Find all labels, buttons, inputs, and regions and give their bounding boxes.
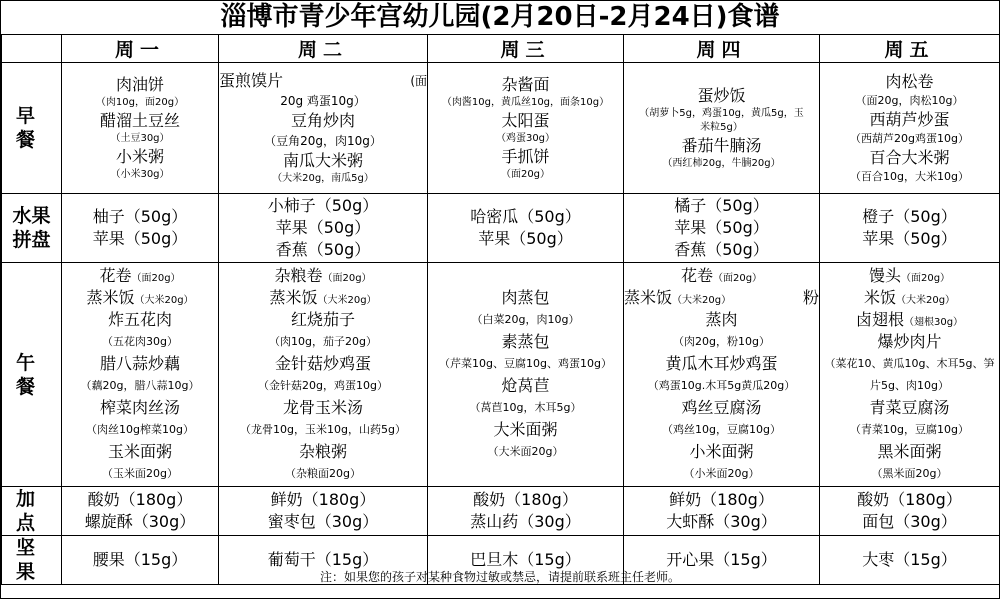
breakfast-cell [820,63,1000,194]
dish-name-text: 米饭 [863,287,896,307]
dish-ingredients: （西葫芦20g鸡蛋10g） [850,132,969,145]
dish-ingredients: （五花肉30g） [102,334,178,348]
dish-name: 肉油饼 [115,75,164,94]
day-header-row [2,35,1000,63]
dish-name: 小米粥 [115,147,164,166]
dish-ingredients: （玉米面20g） [102,466,178,480]
dish-name-group [624,287,731,309]
dish-ingredients: 米粒5g） [700,122,743,133]
dish-name: 手抓饼 [501,147,550,166]
lunch-cell [62,263,219,487]
dish-ingredients: （面20g） [712,272,763,284]
dish-ingredients: （金针菇20g，鸡蛋10g） [258,378,388,392]
dish-ingredients: （芹菜10g、豆腐10g、鸡蛋10g） [439,356,612,370]
dish-ingredients: （面20g） [900,272,951,284]
nut-cell: 巴旦木（15g） [428,536,624,585]
dish-ingredients: （莴苣10g，木耳5g） [469,400,582,414]
dish-ingredients: （小米30g） [110,169,170,180]
snack-item: 酸奶（180g） [473,490,578,509]
fruit-cell [62,194,219,263]
row-label-nut: 坚果 [2,536,62,585]
page-title: 淄博市青少年宫幼儿园(2月20日-2月24日)食谱 [220,2,780,32]
dish-ingredients: （龙骨10g，玉米10g，山药5g） [240,422,406,436]
dish-name [219,265,427,287]
dish-ingredients: （西红柿20g，牛腩20g） [662,158,781,169]
fruit-item: 柚子（50g） [92,207,188,226]
dish-ingredients: （青菜10g，豆腐10g） [850,422,969,436]
dish-ingredients: （土豆30g） [110,133,170,144]
fruit-item: 小柿子（50g） [267,196,379,215]
dish-name-text: 蒸肉 [705,309,738,329]
dish-ingredients: （肉酱10g，黄瓜丝10g，面条10g） [441,97,610,108]
lunch-row [2,263,1000,487]
dish-name: 蛋炒饭 [697,86,746,105]
dish-name [428,375,623,397]
dish-name-text: 炸五花肉 [107,309,172,329]
snack-row [2,487,1000,536]
dish-name [624,287,819,309]
dish-ingredients: （肉10g，面20g） [95,97,185,108]
dish-ingredients: （白菜20g，肉10g） [471,312,580,326]
fruit-cell [219,194,428,263]
nut-cell: 腰果（15g） [62,536,219,585]
dish-ingredients: （豆角20g，肉10g） [264,134,382,148]
snack-item: 蜜枣包（30g） [267,512,379,531]
dish-ingredients: （大米20g，南瓜5g） [272,173,374,184]
snack-item: 酸奶（180g） [857,490,962,509]
dish-name: 番茄牛腩汤 [681,136,762,155]
row-label-fruit [2,194,62,263]
dish-ingredients: （大米20g） [895,294,956,306]
dish-name-text: 花卷 [99,265,132,285]
dish-ingredients: （大米面20g） [487,444,564,458]
dish-name-text: 红烧茄子 [290,309,355,329]
dish-name [624,441,819,463]
snack-item: 面包（30g） [862,512,957,531]
nut-cell: 开心果（15g） [624,536,820,585]
dish-name-text: 鸡丝豆腐汤 [681,397,762,417]
dish-ingredients: （菜花10、黄瓜10g、木耳5g、笋 [824,356,995,370]
snack-cell [428,487,624,536]
dish-name [820,397,999,419]
snack-cell [219,487,428,536]
fruit-item: 哈密瓜（50g） [470,207,581,226]
row-label-breakfast: 早餐 [2,63,62,194]
snack-cell [820,487,1000,536]
snack-item: 酸奶（180g） [87,490,193,509]
allergy-note: 注：如果您的孩子对某种食物过敏或禁忌，请提前联系班主任老师。 [319,570,680,584]
day-header: 周五 [820,35,1000,63]
breakfast-cell [624,63,820,194]
snack-cell [624,487,820,536]
dish-ingredients: （鸡丝10g，豆腐10g） [662,422,781,436]
lunch-cell [820,263,1000,487]
breakfast-cell [219,63,428,194]
dish-name-text: 蒸米饭 [86,287,135,307]
row-label-fruit-text: 水果拼盘 [12,205,51,251]
day-header: 周一 [62,35,219,63]
dish-name-text: 龙骨玉米汤 [282,397,363,417]
breakfast-row [2,63,1000,194]
dish-name-text: 青菜豆腐汤 [869,397,950,417]
nut-cell: 葡萄干（15g） [219,536,428,585]
dish-name: 杂酱面 [501,75,550,94]
fruit-item: 橙子（50g） [862,207,957,226]
dish-name: 南瓜大米粥 [282,151,363,170]
fruit-row [2,194,1000,263]
dish-name [62,287,218,309]
dish-name: 蒸米饭 [624,287,673,307]
day-header: 周二 [219,35,428,63]
dish-name [428,331,623,353]
dish-ingredients: （面20g） [131,272,181,284]
dish-name-text: 黄瓜木耳炒鸡蛋 [665,353,778,373]
dish-name [624,309,819,331]
snack-item: 螺旋酥（30g） [84,512,196,531]
dish-ingredients: （面20g） [322,272,372,284]
dish-ingredients: （杂粮面20g） [285,466,361,480]
dish-name-text: 肉蒸包 [501,287,550,307]
fruit-item: 苹果（50g） [674,218,769,237]
dish-name-text: 馒头 [868,265,901,285]
dish-ingredients: （大米20g） [317,294,377,306]
dish-name-text: 杂粮粥 [298,441,347,461]
fruit-item: 苹果（50g） [275,218,371,237]
dish-name-text: 榨菜肉丝汤 [99,397,180,417]
dish-ingredients: （小米面20g） [683,466,760,480]
lunch-cell [428,263,624,487]
dish-name [219,397,427,419]
dish-ingredients: （大米20g） [672,294,732,306]
dish-ingredients-start: (面 [410,74,427,88]
fruit-item: 香蕉（50g） [275,240,371,259]
dish-name [62,353,218,375]
lunch-cell [219,263,428,487]
fruit-cell [428,194,624,263]
dish-name: 百合大米粥 [869,148,950,167]
dish-name-row [219,70,427,92]
dish-name-text: 黑米面粥 [877,441,942,461]
dish-ingredients: （面20g，肉松10g） [855,94,964,107]
menu-table [1,34,1000,585]
dish-name [624,265,819,287]
breakfast-cell [62,63,219,194]
dish-name-text: 金针菇炒鸡蛋 [274,353,371,373]
dish-ingredients: （大米20g） [134,294,194,306]
dish-ingredients: （鸡蛋10g.木耳5g黄瓜20g） [647,378,796,392]
dish-ingredients: （肉20g，粉10g） [673,334,770,348]
dish-ingredients: （翅根30g） [903,316,964,328]
snack-item: 蒸山药（30g） [470,512,581,531]
dish-name-text: 素蒸包 [501,331,550,351]
dish-name [219,287,427,309]
dish-name-text: 爆炒肉片 [877,331,942,351]
fruit-item: 苹果（50g） [478,229,573,248]
dish-name [62,397,218,419]
dish-name: 太阳蛋 [501,111,550,130]
dish-name: 豆角炒肉 [290,111,355,130]
dish-name: 蛋煎馍片 [219,71,284,90]
dish-name-text: 炝莴苣 [501,375,550,395]
dish-name [820,287,999,309]
dish-name [62,265,218,287]
dish-name-text: 大米面粥 [493,419,558,439]
day-header: 周四 [624,35,820,63]
dish-ingredients: （面20g） [500,169,551,180]
snack-item: 鲜奶（180g） [669,490,774,509]
dish-ingredients: （胡萝卜5g，鸡蛋10g，黄瓜5g，玉 [639,108,804,119]
dish-name [820,309,999,331]
dish-name: 肉松卷 [885,72,934,91]
dish-ingredients: （百合10g，大米10g） [850,170,969,183]
dish-name [820,265,999,287]
dish-ingredients: （黑米面20g） [871,466,948,480]
dish-suffix: 粉 [802,287,819,307]
dish-name-text: 花卷 [680,265,713,285]
dish-ingredients: （肉10g，茄子20g） [269,334,377,348]
dish-name [62,441,218,463]
dish-ingredients: （肉丝10g榨菜10g） [86,422,194,436]
row-label-snack: 加点 [2,487,62,536]
dish-name-text: 杂粮卷 [274,265,323,285]
dish-name [624,397,819,419]
snack-cell [62,487,219,536]
nut-cell: 大枣（15g） [820,536,1000,585]
dish-name-text: 蒸米饭 [269,287,318,307]
fruit-item: 苹果（50g） [92,229,188,248]
dish-name [219,441,427,463]
corner-cell [2,35,62,63]
fruit-item: 香蕉（50g） [674,240,769,259]
snack-item: 大虾酥（30g） [666,512,777,531]
dish-name [219,309,427,331]
dish-name: 西葫芦炒蛋 [869,110,950,129]
breakfast-cell [428,63,624,194]
dish-ingredients: 20g 鸡蛋10g） [280,94,366,108]
dish-name-text: 玉米面粥 [107,441,172,461]
dish-name [428,287,623,309]
fruit-item: 橘子（50g） [674,196,769,215]
row-label-lunch: 午餐 [2,263,62,487]
snack-item: 鲜奶（180g） [270,490,376,509]
lunch-cell [624,263,820,487]
fruit-cell [624,194,820,263]
dish-name [820,331,999,353]
dish-ingredients: （藕20g，腊八蒜10g） [80,378,200,392]
dish-name [428,419,623,441]
dish-ingredients: 片5g、肉10g） [870,378,949,392]
day-header: 周三 [428,35,624,63]
dish-name-text: 卤翅根 [855,309,904,329]
dish-name-text: 腊八蒜炒藕 [99,353,180,373]
fruit-item: 苹果（50g） [862,229,957,248]
dish-ingredients: （鸡蛋30g） [495,133,556,144]
dish-name-text: 小米面粥 [689,441,754,461]
dish-name: 醋溜土豆丝 [99,111,180,130]
dish-name [62,309,218,331]
fruit-cell [820,194,1000,263]
dish-name [820,441,999,463]
dish-name [219,353,427,375]
dish-name [624,353,819,375]
